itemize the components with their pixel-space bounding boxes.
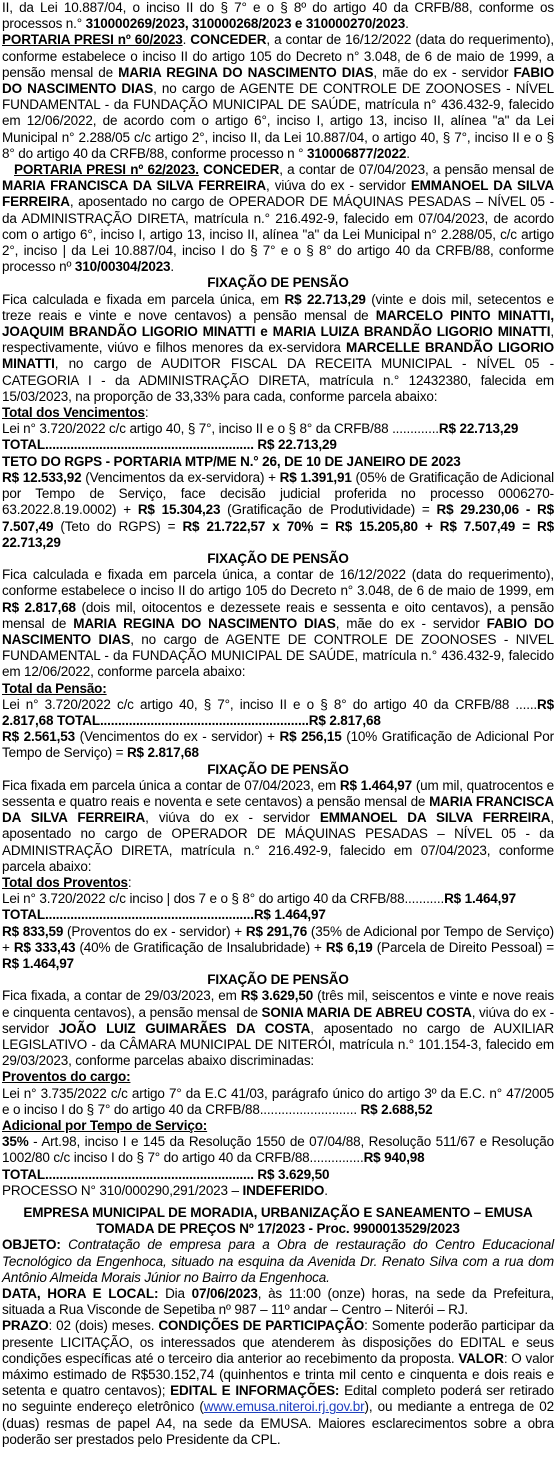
teto-heading: TETO DO RGPS - PORTARIA MTP/ME N.° 26, DE 10 DE JANEIRO DE 2023 <box>2 453 461 469</box>
subtotal-heading: Adicional por Tempo de Serviço: <box>2 1118 208 1134</box>
subtotal-heading: Total dos Vencimentos: <box>2 405 149 421</box>
section-heading: FIXAÇÃO DE PENSÃO <box>207 761 349 777</box>
total-line: TOTAL.......................................................... R$ 3.629,50 <box>2 1166 330 1182</box>
pension-paragraph: Fica calculada e fixada em parcela única, em R$ 22.713,29 (vinte e dois mil, setecentos e treze reais e vinte e nove centavos) a pensão mensal de MARCELO PINTO MINATTI, JOAQUIM BRANDÃO LIGORIO MINATTI e MARIA LUIZA BRANDÃO LIGORIO MINATTI, respectivamente, viúvo e filhos menores da ex-servidora MARCELLE BRANDÃO LIGORIO MINATTI, no cargo de AUDITOR FISCAL DA RECEITA MUNICIPAL - NÍVEL 05 - CATEGORIA I - da ADMINISTRAÇÃO DIRETA, matrícula n.° 12432380, falecida em 15/03/2023, na proporção de 33,33% para cada, conforme parcela abaixo: <box>2 291 554 404</box>
pension-paragraph: Fica calculada e fixada em parcela única, a contar de 16/12/2022 (data do requerimento), conforme estabelece o inciso II do artigo 105 do Decreto n° 3.048, de 6 de maio de 1999, em R$ 2.817,68 (dois mil, oitocentos e dezessete reais e sessenta e oito centavos), a pensão mensal de MARIA REGINA DO NASCIMENTO DIAS, mãe do ex - servidor FABIO DO NASCIMENTO DIAS, no cargo de AGENTE DE CONTROLE DE ZOONOSES - NIVEL FUNDAMENTAL - da FUNDAÇÃO MUNICIPAL DE SAÚDE, matrícula n.° 436.432-9, falecido em 12/06/2022, conforme parcela abaixo: <box>2 567 554 680</box>
prazo-paragraph: PRAZO: 02 (dois) meses. CONDIÇÕES DE PARTICIPAÇÃO: Somente poderão participar da presente LICITAÇÃO, os interessados que atenderem às disposições do EDITAL e seus condições específicas até o terceiro dia anterior ao recebimento da proposta. VALOR: O valor máximo estimado de R$530.152,74 (quinhentos e trinta mil cento e cinquenta e dois reais e setenta e quatro centavos); EDITAL E INFORMAÇÕES: Edital completo poderá ser retirado no seguinte endereço eletrônico (www.emusa.niteroi.rj.gov.br), ou mediante a entrega de 02 (duas) resmas de papel A4, na sede da EMUSA. Maiores esclarecimentos sobre a obra poderão ser prestados pelo Presidente da CPL. <box>2 1318 555 1447</box>
calculation-paragraph: R$ 833,59 (Proventos do ex - servidor) + R$ 291,76 (35% de Adicional por Tempo de Serviço) + R$ 333,43 (40% de Gratificação de Insalubridade) + R$ 6,19 (Parcela de Direito Pessoal) = R$ 1.464,97 <box>2 923 555 971</box>
legal-line: Lei n° 3.720/2022 c/c inciso | dos 7 e o § 8° do artigo 40 da CRFB/88...........R$ 1.464,97 <box>2 891 516 907</box>
subtotal-heading: Total dos Proventos: <box>2 874 132 890</box>
objeto-paragraph: OBJETO: Contratação de empresa para a Obra de restauração do Centro Educacional Tecnológico da Engenhoca, situado na esquina da Avenida Dr. Renato Silva com a rua dom Antônio Almeida Morais Júnior no Bairro da Engenhoca. <box>2 1237 554 1285</box>
subtotal-heading: Proventos do cargo: <box>2 1069 131 1085</box>
portaria-60-paragraph: PORTARIA PRESI nº 60/2023. CONCEDER, a contar de 16/12/2022 (data do requerimento), conforme estabelece o inciso II do artigo 105 do Decreto n° 3.048, de 6 de maio de 1999, a pensão mensal de MARIA REGINA DO NASCIMENTO DIAS, mãe do ex - servidor FABIO DO NASCIMENTO DIAS, no cargo de AGENTE DE CONTROLE DE ZOONOSES - NÍVEL FUNDAMENTAL - da FUNDAÇÃO MUNICIPAL DE SAÚDE, matrícula n° 436.432-9, falecido em 12/06/2022, de acordo com o artigo 6°, inciso I, artigo 13, inciso II, alínea "a" da Lei Municipal n° 2.288/05 c/c artigo 2°, inciso II, da Lei 10.887/04, o artigo 40, § 7°, inciso II e o § 8° do artigo 40 da CRFB/88, conforme processo n ° 310006877/2022. <box>2 32 555 161</box>
portaria-62-paragraph: PORTARIA PRESI nº 62/2023. CONCEDER, a contar de 07/04/2023, a pensão mensal de MARIA FRANCISCA DA SILVA FERREIRA, viúva do ex - servidor EMMANOEL DA SILVA FERREIRA, aposentado no cargo de OPERADOR DE MÁQUINAS PESADAS – NÍVEL 05 - da ADMINISTRAÇÃO DIRETA, matrícula n.° 216.492-9, falecido em 07/04/2023, de acordo com o artigo 6°, inciso I, artigo 13, inciso II, alínea "a" da Lei Municipal n° 2.288/05, c/c artigo 2°, inciso | da Lei 10.887/04, inciso I do § 7° e o § 8° do artigo 40 da CRFB/88, conforme processo nº 310/00304/2023. <box>2 162 555 275</box>
total-line: TOTAL.......................................................... R$ 22.713,29 <box>2 437 337 453</box>
section-heading: FIXAÇÃO DE PENSÃO <box>207 550 349 566</box>
calculation-paragraph: R$ 2.561,53 (Vencimentos do ex - servidor) + R$ 256,15 (10% Gratificação de Adicional Por Tempo de Serviço) = R$ 2.817,68 <box>2 729 554 761</box>
legal-line: Lei n° 3.735/2022 c/c artigo 7° da E.C 41/03, parágrafo único do artigo 3º da E.C. n° 47/2005 e o inciso I do § 7° do artigo 40 da CRFB/88........................... R$ 2.688,52 <box>2 1085 554 1117</box>
pension-paragraph: Fica fixada em parcela única a contar de 07/04/2023, em R$ 1.464,97 (um mil, quatrocentos e sessenta e quatro reais e noventa e sete centavos) a pensão mensal de MARIA FRANCISCA DA SILVA FERREIRA, viúva do ex - servidor EMMANOEL DA SILVA FERREIRA, aposentado no cargo de OPERADOR DE MÁQUINAS PESADAS – NÍVEL 05 - da ADMINISTRAÇÃO DIRETA, matrícula n.° 216.492-9, falecido em 07/04/2023, conforme parcela abaixo: <box>2 777 555 874</box>
tomada-heading: TOMADA DE PREÇOS Nº 17/2023 - Proc. 9900013529/2023 <box>96 1221 460 1237</box>
paragraph-process-refs: II, da Lei 10.887/04, o inciso II do § 7° e o § 8º do artigo 40 da CRFB/88, conforme os processos n.° 310000269/2023, 310000268/2023 e 310000270/2023. <box>2 0 554 32</box>
calculation-paragraph: R$ 12.533,92 (Vencimentos da ex-servidora) + R$ 1.391,91 (05% de Gratificação de Adicional por Tempo de Serviço, face decisão judicial proferida no processo 0006270-63.2022.8.19.0002) + R$ 15.304,23 (Gratificação de Produtividade) = R$ 29.230,06 - R$ 7.507,49 (Teto do RGPS) = R$ 21.722,57 x 70% = R$ 15.205,80 + R$ 7.507,49 = R$ 22.713,29 <box>2 469 554 550</box>
total-line: TOTAL..........................................................R$ 1.464,97 <box>2 907 326 923</box>
section-heading: FIXAÇÃO DE PENSÃO <box>207 972 349 988</box>
subtotal-heading: Total da Pensão: <box>2 680 107 696</box>
emusa-website-link[interactable]: www.emusa.niteroi.rj.gov.br <box>203 1399 365 1415</box>
data-hora-paragraph: DATA, HORA E LOCAL: Dia 07/06/2023, às 11:00 (onze) horas, na sede da Prefeitura, situada a Rua Visconde de Sepetiba nº 987 – 11º andar – Centro – Niterói – RJ. <box>2 1286 554 1318</box>
legal-line: Lei n° 3.720/2022 c/c artigo 40, § 7°, inciso II e o § 8° do artigo 40 da CRFB/88 ......R$ 2.817,68 TOTAL..........................................................R$ 2.817,68 <box>2 696 554 728</box>
pension-paragraph: Fica fixada, a contar de 29/03/2023, em R$ 3.629,50 (três mil, seiscentos e vinte e nove reais e cinquenta centavos), a pensão mensal de SONIA MARIA DE ABREU COSTA, viúva do ex - servidor JOÃO LUIZ GUIMARÃES DA COSTA, aposentado no cargo de AUXILIAR LEGISLATIVO - da CÂMARA MUNICIPAL DE NITERÓI, matrícula n.° 101.154-3, falecido em 29/03/2023, conforme parcelas abaixo discriminadas: <box>2 988 555 1069</box>
legal-line: 35% - Art.98, inciso I e 145 da Resolução 1550 de 07/04/88, Resolução 511/67 e Resolução 1002/80 c/c inciso I do § 7° do artigo 40 da CRFB/88...............R$ 940,98 <box>2 1134 554 1166</box>
process-line: PROCESSO N° 310/000290,291/2023 – INDEFERIDO. <box>2 1182 328 1198</box>
legal-line: Lei n° 3.720/2022 c/c artigo 40, § 7°, inciso II e o § 8° da CRFB/88 .............R$ 22.713,29 <box>2 421 519 437</box>
emusa-heading: EMPRESA MUNICIPAL DE MORADIA, URBANIZAÇÃO E SANEAMENTO – EMUSA <box>23 1205 533 1221</box>
section-heading: FIXAÇÃO DE PENSÃO <box>207 275 349 291</box>
